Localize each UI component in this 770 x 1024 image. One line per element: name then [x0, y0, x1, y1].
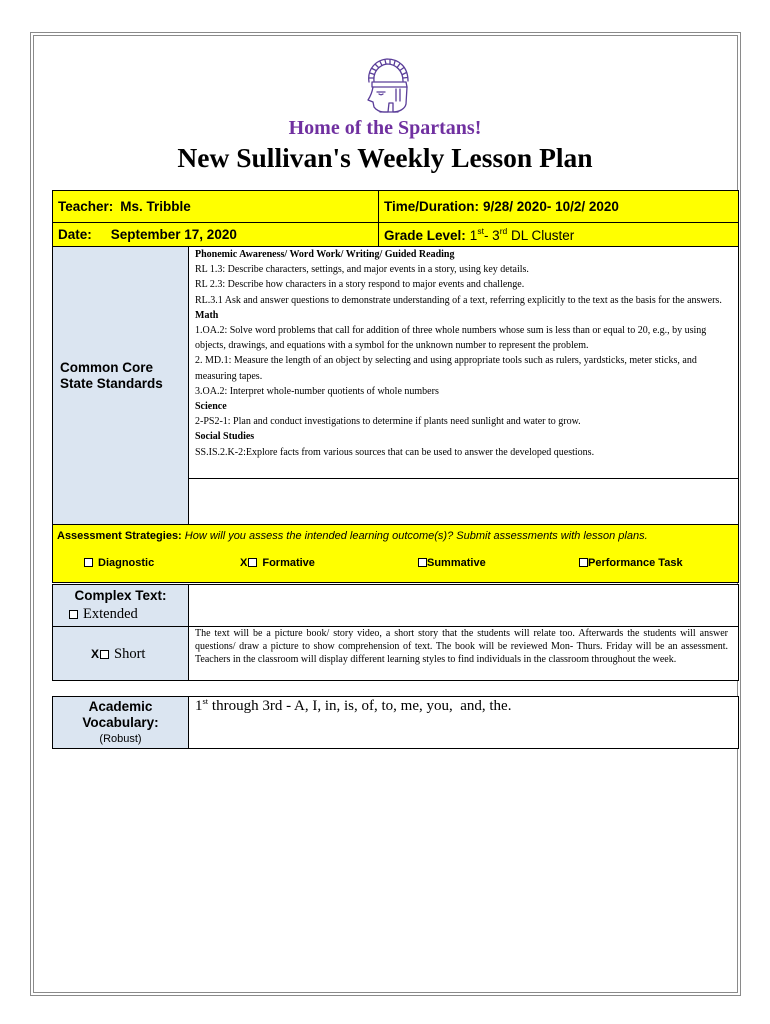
duration-value: 9/28/ 2020- 10/2/ 2020: [483, 199, 619, 214]
formative-checkbox[interactable]: [248, 558, 257, 567]
assessment-option-performance-task: [578, 556, 683, 570]
vocabulary-label-line-2: Vocabulary:: [82, 715, 159, 730]
option-label: Summative: [427, 557, 486, 569]
grade-from: 1: [469, 228, 478, 243]
option-label: Extended: [83, 606, 138, 622]
date-label: Date:: [58, 227, 92, 242]
page-title: New Sullivan's Weekly Lesson Plan: [177, 142, 593, 173]
complex-option-extended: [68, 606, 138, 622]
summative-checkbox[interactable]: [418, 558, 427, 567]
vocabulary-grade-suffix: st: [202, 696, 209, 706]
standards-content-cell: [188, 246, 739, 479]
vocabulary-words: through 3rd - A, I, in, is, of, to, me, you, and, the.: [211, 698, 512, 714]
option-mark: X: [240, 557, 248, 569]
grade-from-suffix: st: [477, 226, 484, 236]
vocabulary-label-line-1: Academic: [88, 699, 153, 714]
spartan-helmet-lines: [368, 59, 408, 112]
duration-label: Time/Duration:: [384, 199, 480, 214]
teacher-value: Ms. Tribble: [120, 199, 191, 214]
assessment-option-summative: [417, 556, 486, 570]
assessment-prompt: How will you assess the intended learning outcome(s)? Submit assessments with lesson plans.: [184, 530, 648, 542]
standard-item: RL 1.3: Describe characters, settings, and major events in a story, using key details.: [195, 264, 529, 276]
duration-cell: [378, 190, 739, 223]
lesson-plan-table: [52, 190, 739, 750]
vocabulary-words-cell: [188, 696, 739, 749]
date-value: September 17, 2020: [110, 227, 237, 242]
vocabulary-grade-from: 1: [195, 698, 203, 714]
option-mark: X: [91, 647, 100, 661]
vocabulary-sublabel: (Robust): [99, 733, 142, 745]
complex-text-description: The text will be a picture book/ story video, a short story that the students will relate too. Afterwards the students will answer questions/ draw a picture to show comprehension of text. The book will be reviewed Mon- Thurs. Friday will be an assessment. Teachers in the classroom will display different learning styles to find individuals in the classroom throughout the week.: [188, 626, 739, 681]
standards-label-line-2: State Standards: [60, 376, 163, 391]
standards-label-cell: [52, 246, 189, 525]
assessment-header: [57, 529, 734, 543]
diagnostic-checkbox[interactable]: [84, 558, 93, 567]
standard-item: 1.OA.2: Solve word problems that call for addition of three whole numbers whose sum is less than or equal to 20, e.g., by using objects, drawings, and equations with a symbol for the unknown number to represent the problem.: [195, 325, 707, 352]
grade-to-suffix: rd: [499, 226, 508, 236]
option-label: Short: [114, 646, 146, 662]
performance-task-checkbox[interactable]: [579, 558, 588, 567]
standard-item: SS.IS.2.K-2:Explore facts from various sources that can be used to answer the developed questions.: [195, 446, 595, 458]
standard-item: 3.OA.2: Interpret whole-number quotients of whole numbers: [195, 385, 439, 397]
teacher-label: Teacher:: [58, 199, 114, 214]
date-cell: [52, 222, 379, 247]
standards-label-line-1: Common Core: [60, 360, 154, 375]
grade-value: [470, 228, 575, 243]
assessment-option-diagnostic: [83, 556, 154, 570]
grade-label: Grade Level:: [384, 228, 466, 243]
complex-text-short-cell: [52, 626, 189, 681]
standard-item: RL.3.1 Ask and answer questions to demonstrate understanding of a text, referring explicitly to the text as the basis for the answers.: [195, 294, 722, 306]
complex-text-label: Complex Text:: [74, 588, 167, 603]
option-label: Diagnostic: [98, 557, 155, 569]
standards-heading-social-studies: Social Studies: [195, 431, 255, 443]
standard-item: RL 2.3: Describe how characters in a story respond to major events and challenge.: [195, 279, 525, 291]
grade-cell: [378, 222, 739, 247]
assessment-cell: [52, 524, 739, 583]
option-label: Formative: [262, 557, 315, 569]
assessment-label: Assessment Strategies:: [57, 530, 182, 542]
school-tagline: Home of the Spartans!: [288, 117, 482, 139]
standard-item: 2. MD.1: Measure the length of an object by selecting and using appropriate tools such as rulers, yardsticks, meter sticks, and measuring tapes.: [195, 355, 697, 382]
complex-text-extended-cell: [188, 584, 739, 627]
standards-heading-ela: Phonemic Awareness/ Word Work/ Writing/ Guided Reading: [195, 249, 455, 260]
complex-option-short: [91, 646, 145, 662]
standards-heading-science: Science: [195, 401, 227, 413]
standards-heading-math: Math: [195, 309, 219, 321]
grade-to: - 3: [483, 228, 500, 243]
standards-empty-cell: [188, 478, 739, 525]
vocabulary-label-cell: [52, 696, 189, 749]
standard-item: 2-PS2-1: Plan and conduct investigations to determine if plants need sunlight and water to grow.: [195, 416, 581, 428]
short-checkbox[interactable]: [100, 650, 109, 659]
assessment-option-formative: [240, 556, 315, 570]
teacher-cell: [52, 190, 379, 223]
spartan-helmet-icon: [360, 57, 412, 114]
complex-text-label-cell: [52, 584, 189, 627]
grade-rest: DL Cluster: [511, 228, 575, 243]
extended-checkbox[interactable]: [69, 610, 78, 619]
option-label: Performance Task: [588, 557, 683, 569]
